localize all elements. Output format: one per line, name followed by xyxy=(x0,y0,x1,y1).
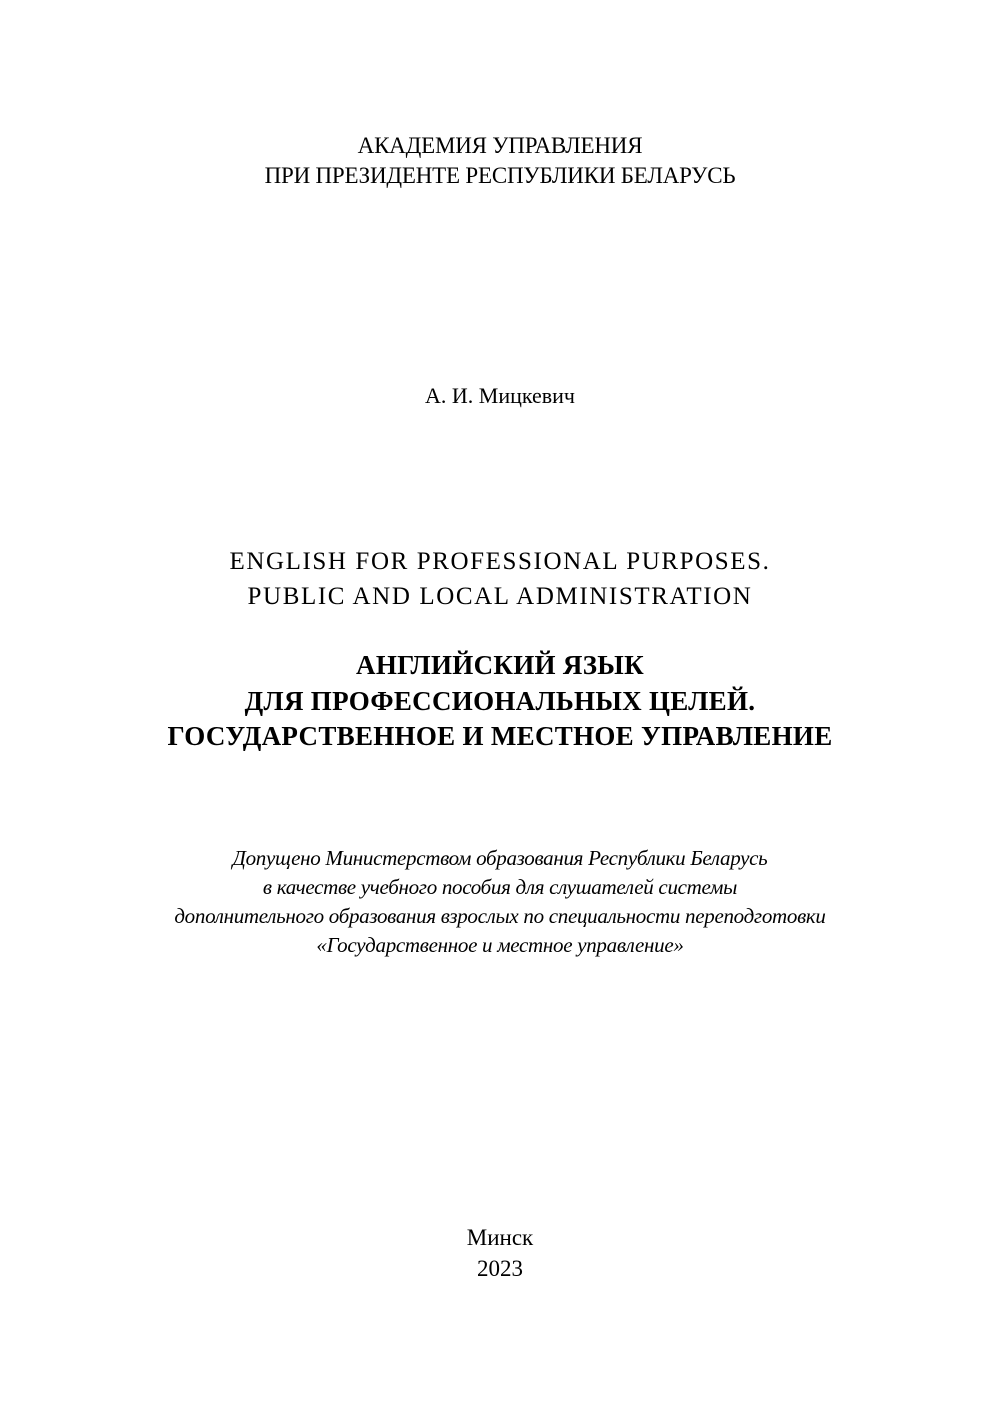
author-name: А. И. Мицкевич xyxy=(424,383,575,408)
russian-title-line-1: АНГЛИЙСКИЙ ЯЗЫК xyxy=(356,650,644,680)
institution-line-1: АКАДЕМИЯ УПРАВЛЕНИЯ xyxy=(357,133,643,158)
english-title-line-1: ENGLISH FOR PROFESSIONAL PURPOSES. xyxy=(229,548,771,575)
publication-city: Минск xyxy=(466,1225,534,1250)
english-title-line-2: PUBLIC AND LOCAL ADMINISTRATION xyxy=(247,583,753,610)
russian-title-line-3: ГОСУДАРСТВЕННОЕ И МЕСТНОЕ УПРАВЛЕНИЕ xyxy=(167,721,833,751)
institution-line-2: ПРИ ПРЕЗИДЕНТЕ РЕСПУБЛИКИ БЕЛАРУСЬ xyxy=(264,163,736,188)
approval-line-1: Допущено Министерством образования Республики Беларусь xyxy=(232,846,768,870)
publication-year: 2023 xyxy=(477,1256,523,1281)
approval-line-2: в качестве учебного пособия для слушателей системы xyxy=(262,875,738,899)
approval-line-3: дополнительного образования взрослых по специальности переподготовки xyxy=(174,904,826,928)
approval-line-4: «Государственное и местное управление» xyxy=(316,933,684,957)
russian-title-line-2: ДЛЯ ПРОФЕССИОНАЛЬНЫХ ЦЕЛЕЙ. xyxy=(244,686,756,716)
